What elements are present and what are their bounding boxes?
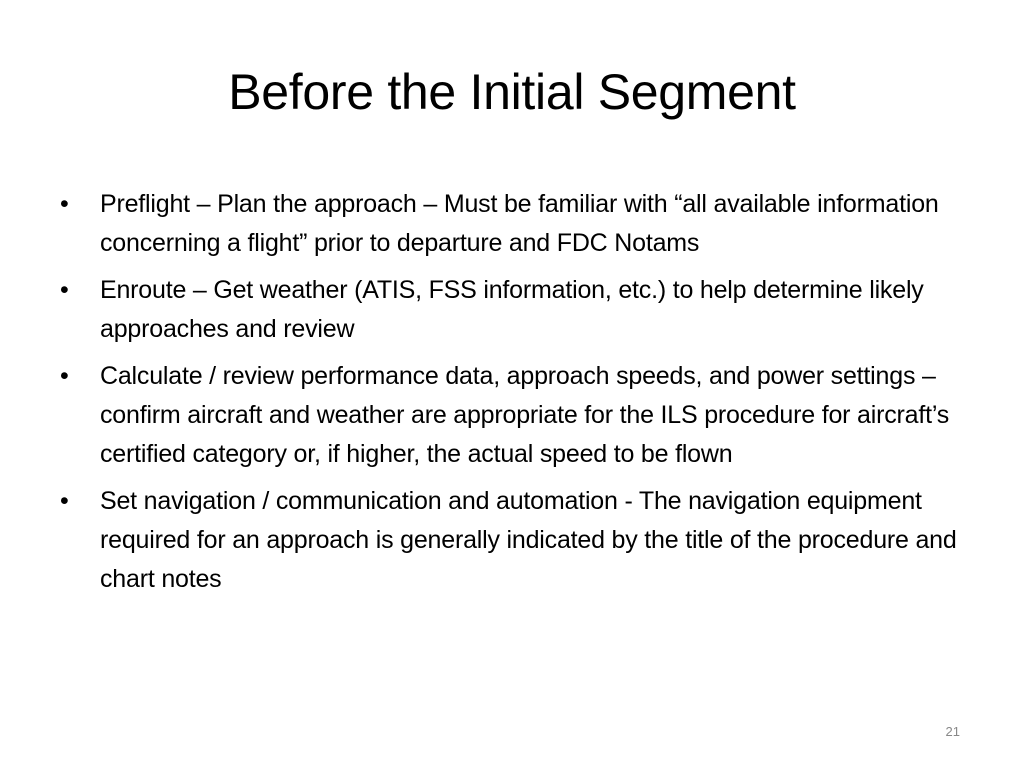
page-number: 21 xyxy=(945,724,960,739)
bullet-item-preflight xyxy=(60,185,970,263)
bullet-item-enroute xyxy=(60,271,970,349)
bullet-icon: • xyxy=(60,362,69,390)
bullet-icon: • xyxy=(60,487,69,515)
bullet-text: Calculate / review performance data, approach speeds, and power settings – confirm aircraft and weather are appropriate for the ILS procedure for aircraft’s certified category or, if higher, the actual speed to be flown xyxy=(100,362,950,468)
bullet-item-calculate xyxy=(60,357,970,474)
bullet-text: Enroute – Get weather (ATIS, FSS information, etc.) to help determine likely approaches and review xyxy=(100,276,924,343)
bullet-text: Preflight – Plan the approach – Must be familiar with “all available information concerning a flight” prior to departure and FDC Notams xyxy=(100,190,939,257)
bullet-text: Set navigation / communication and automation - The navigation equipment required for an approach is generally indicated by the title of the procedure and chart notes xyxy=(100,487,957,593)
bullet-icon: • xyxy=(60,276,69,304)
bullet-item-navigation xyxy=(60,482,970,599)
bullet-icon: • xyxy=(60,190,69,218)
slide-title: Before the Initial Segment xyxy=(228,64,796,120)
bullet-list xyxy=(60,185,970,607)
